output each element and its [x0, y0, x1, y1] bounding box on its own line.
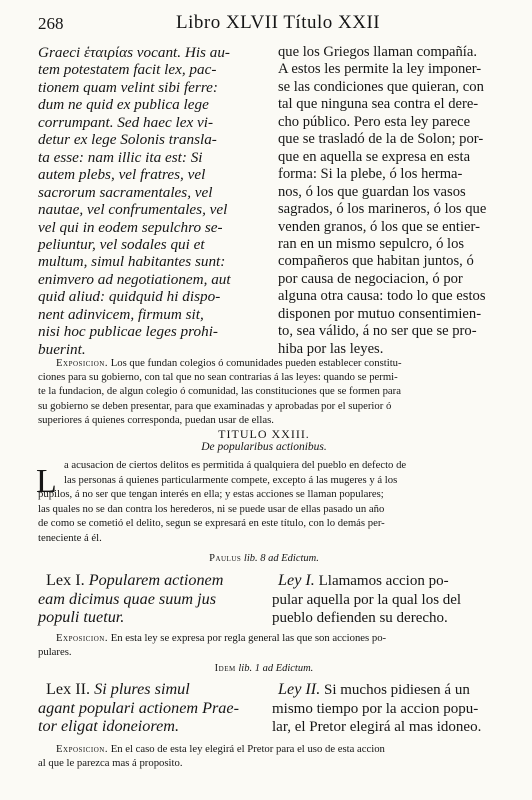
lex-text: eam dicimus quae suum jus — [38, 589, 217, 608]
parallel-columns — [38, 42, 490, 358]
lex-text: Popularem actionem — [88, 571, 224, 589]
exposicion-text: En el caso de esta ley elegirá el Pretor para el uso de esta accion — [110, 743, 385, 755]
intro-line: pupilos, á no ser que tengan interés en ella; y estas acciones se llaman populares; — [38, 488, 384, 500]
intro-line: las quales no se dan contra los herederos, ni se puede usar de ellas pasado un año — [38, 502, 385, 515]
intro-line: de como se cometió el delito, segun se expresará en este título, con lo demás per- — [38, 517, 385, 529]
exposicion-note — [38, 742, 490, 770]
exposicion-text: En esta ley se expresa por regla general las que son acciones po- — [110, 632, 387, 644]
ley-text: lar, el Pretor elegirá al mas idoneo. — [272, 719, 482, 735]
source-reference: lib. 1 ad Edictum. — [238, 663, 314, 674]
ley-spanish — [272, 571, 494, 628]
latin-line: multum, simul habitantes sunt: — [38, 253, 226, 271]
intro-paragraph — [38, 458, 490, 545]
spanish-line: que en aquella se expresa en esta — [278, 148, 471, 165]
latin-column — [38, 44, 268, 358]
latin-line: corrumpant. Sed haec lex vi- — [38, 113, 214, 131]
exposicion-note — [38, 356, 490, 427]
spanish-line: cho público. Pero esta ley parece — [278, 113, 471, 130]
ley-text: Si muchos pidiesen á un — [324, 682, 470, 698]
running-head: Libro XLVII Título XXII — [176, 12, 381, 33]
latin-line: tionem quam velint sibi ferre: — [38, 78, 218, 96]
spanish-line: sagrados, ó los marineros, ó los que — [278, 201, 487, 218]
ley-text: mismo tiempo por la accion popu- — [272, 700, 479, 717]
latin-line: dum ne quid ex publica lege — [38, 96, 209, 114]
lex-label: Lex II. — [46, 680, 91, 698]
ley-label: Ley II. — [278, 680, 321, 698]
source-citation — [38, 553, 490, 564]
intro-line: teneciente á él. — [38, 531, 102, 544]
exposicion-text: al que le parezca mas á proposito. — [38, 757, 183, 770]
spanish-line: ran en un mismo sepulcro, ó los — [278, 235, 465, 252]
intro-line: a acusacion de ciertos delitos es permitida á qualquiera del pueblo en defecto de — [64, 459, 407, 471]
spanish-line: venden granos, ó los que se entier- — [278, 218, 480, 235]
latin-line: sacrorum sacramentales, vel — [38, 183, 213, 201]
exposicion-note — [38, 631, 490, 659]
drop-cap: L — [36, 463, 57, 500]
intro-line: las personas á quienes particularmente compete, excepto á las mugeres y á los — [64, 473, 398, 486]
spanish-line: compañeros que habitan juntos, ó — [278, 253, 474, 270]
spanish-line: tal que ninguna sea contra el dere- — [278, 96, 479, 113]
source-reference: lib. 8 ad Edictum. — [243, 553, 319, 564]
spanish-line: to, sea válido, á no ser que se pro- — [278, 323, 477, 340]
source-citation — [38, 663, 490, 674]
latin-line: nent adinvicem, firmum sit, — [38, 305, 204, 323]
exposicion-text: te la fundacion, de algun colegio ó comunidad, las constituciones que se formen para — [38, 385, 401, 398]
ley-text: pular aquella por la qual los del — [272, 591, 462, 608]
spanish-line: que los Griegos llaman compañía. — [278, 44, 477, 60]
ley-text: pueblo defienden su derecho. — [272, 610, 448, 626]
latin-line: buerint. — [38, 340, 86, 358]
ley-spanish — [272, 680, 494, 737]
exposicion-text: su gobierno se deben presentar, para que examinadas y aprobadas por el superior ó — [38, 399, 392, 412]
exposicion-text: ciones para su gobierno, con tal que no sean contrarias á las leyes: quando se permi- — [38, 371, 398, 384]
spanish-line: A estos les permite la ley imponer- — [278, 61, 482, 78]
lex-text: agant populari actionem Prae- — [38, 698, 239, 717]
spanish-line: forma: Si la plebe, ó los herma- — [278, 166, 463, 183]
spanish-line: se las condiciones que quieran, con — [278, 78, 484, 95]
lex-text: populi tuetur. — [38, 608, 125, 626]
latin-line: peliuntur, vel sodales qui et — [38, 235, 205, 253]
latin-line: quid aliud: quidquid hi dispo- — [38, 288, 221, 306]
lex-text: tor eligat idoneiorem. — [38, 717, 180, 735]
titulo-heading: TITULO XXIII. — [218, 427, 310, 441]
spanish-line: que se trasladó de la de Solon; por- — [278, 131, 484, 148]
ley-label: Ley I. — [278, 571, 315, 589]
exposicion-label: Exposicion. — [56, 743, 109, 755]
ley-text: Llamamos accion po- — [318, 573, 449, 589]
lex-latin — [38, 571, 264, 627]
latin-line: tem potestatem facit lex, pac- — [38, 61, 217, 79]
spanish-line: disponen por mutuo consentimien- — [278, 305, 482, 322]
lex-label: Lex I. — [46, 571, 85, 589]
source-author: Paulus — [209, 553, 242, 564]
lex-latin — [38, 680, 264, 736]
spanish-line: por causa de negociacion, ó por — [278, 270, 463, 287]
latin-line: autem plebs, vel fratres, vel — [38, 166, 206, 184]
latin-line: ta esse: nam illic ita est: Si — [38, 148, 203, 166]
lex-text: Si plures simul — [94, 680, 190, 698]
page-header — [38, 8, 490, 42]
exposicion-text: pulares. — [38, 646, 72, 659]
latin-line: Graeci ἑταιρίαs vocant. His au- — [38, 44, 230, 61]
spanish-column — [278, 44, 492, 358]
exposicion-label: Exposicion. — [56, 632, 109, 644]
exposicion-text: superiores á quienes corresponda, puedan usar de ellas. — [38, 413, 274, 426]
latin-line: nautae, vel confrumentales, vel — [38, 201, 228, 219]
latin-line: detur ex lege Solonis transla- — [38, 131, 217, 149]
latin-line: enimvero ad negotiationem, aut — [38, 270, 231, 288]
titulo-subtitle: De popularibus actionibus. — [201, 441, 327, 453]
latin-line: nisi hoc publicae leges prohi- — [38, 323, 218, 341]
page-number: 268 — [38, 14, 64, 33]
source-author: Idem — [214, 663, 236, 674]
spanish-line: hiba por las leyes. — [278, 340, 384, 357]
spanish-line: alguna otra causa: todo lo que estos — [278, 288, 486, 305]
page — [36, 8, 490, 770]
spanish-line: nos, ó los que guardan los vasos — [278, 183, 466, 200]
exposicion-text: Los que fundan colegios ó comunidades pueden establecer constitu- — [110, 357, 402, 369]
latin-line: vel qui in eodem sepulchro se- — [38, 218, 223, 236]
exposicion-label: Exposicion. — [56, 357, 109, 369]
